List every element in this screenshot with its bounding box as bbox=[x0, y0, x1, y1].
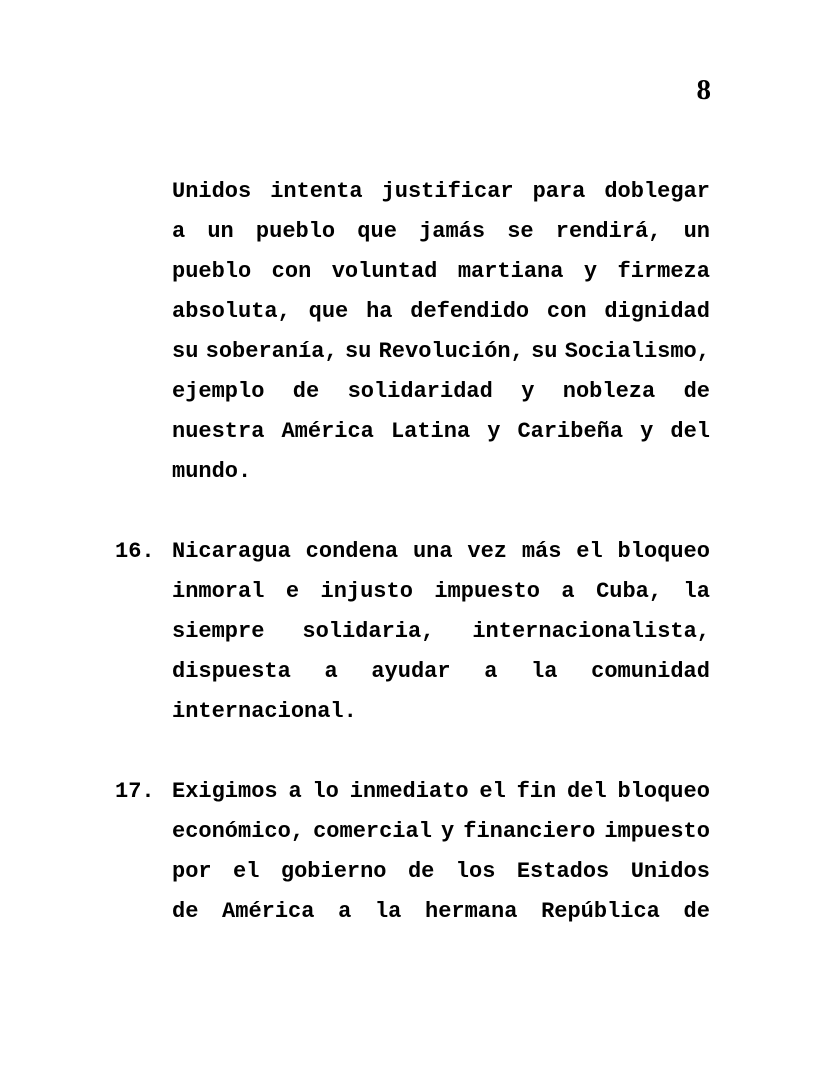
text-line: Exigimos a lo inmediato el fin del bloqueo bbox=[172, 779, 710, 804]
text-line: por el gobierno de los Estados Unidos bbox=[172, 859, 710, 884]
text-line: pueblo con voluntad martiana y firmeza bbox=[172, 259, 710, 284]
text-line: dispuesta a ayudar a la comunidad bbox=[172, 659, 710, 684]
paragraph-marker: 17. bbox=[115, 779, 155, 804]
text-line: Unidos intenta justificar para doblegar bbox=[172, 179, 710, 204]
text-line: nuestra América Latina y Caribeña y del bbox=[172, 419, 710, 444]
text-line: ejemplo de solidaridad y nobleza de bbox=[172, 379, 710, 404]
paragraph-marker: 16. bbox=[115, 539, 155, 564]
paragraph bbox=[115, 772, 710, 932]
text-line: internacional. bbox=[172, 699, 357, 724]
text-line: económico, comercial y financiero impuesto bbox=[172, 819, 710, 844]
paragraph bbox=[115, 532, 710, 732]
paragraph bbox=[172, 172, 710, 492]
page-number: 8 bbox=[696, 74, 711, 106]
text-line: inmoral e injusto impuesto a Cuba, la bbox=[172, 579, 710, 604]
text-line: su soberanía, su Revolución, su Socialismo, bbox=[172, 339, 710, 364]
text-line: siempre solidaria, internacionalista, bbox=[172, 619, 710, 644]
text-line: a un pueblo que jamás se rendirá, un bbox=[172, 219, 710, 244]
text-line: mundo. bbox=[172, 459, 252, 484]
text-line: Nicaragua condena una vez más el bloqueo bbox=[172, 539, 710, 564]
text-line: absoluta, que ha defendido con dignidad bbox=[172, 299, 710, 324]
text-line: de América a la hermana República de bbox=[172, 899, 710, 924]
document-body bbox=[115, 172, 710, 972]
